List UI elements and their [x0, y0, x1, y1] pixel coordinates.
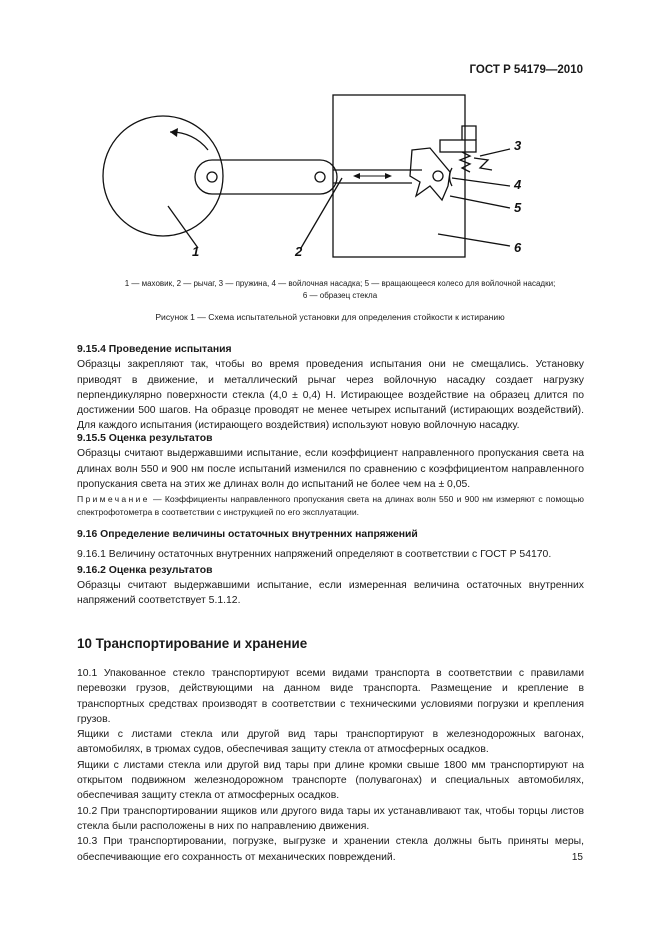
document-header: ГОСТ Р 54179—2010 — [469, 64, 583, 76]
callout-4: 4 — [514, 177, 522, 192]
test-setup-diagram — [0, 0, 661, 270]
paragraph-9-15-5: Образцы считают выдержавшими испытание, если коэффициент направленного пропускания света на длинах волн 550 и 900 нм после испытаний изменился по сравнению с коэффициентом направленного пропускания света на этих же длинах волн до испытаний не более чем на ± 0,05. — [77, 448, 584, 490]
flywheel — [103, 116, 223, 236]
section-9-15-4 — [77, 342, 584, 434]
figure-legend-line-1: 1 — маховик, 2 — рычаг, 3 — пружина, 4 — войлочная насадка; 5 — вращающееся колесо для войлочной насадки; — [124, 279, 556, 288]
note-text: — Коэффициенты направленного пропускания света на длинах волн 550 и 900 нм измеряют с помощью спектрофотометра в соответствии с инструкцией по его эксплуатации. — [77, 494, 584, 517]
paragraph-9-15-4: Образцы закрепляют так, чтобы во время проведения испытания они не смещались. Установку приводят в движение, и металлический рычаг через войлочную насадку создает нагрузку перпендикулярно поверхности стекла (4,0 ± 0,4) Н. Истирающее воздействие на образец длится по достижении 500 шагов. На образце проводят не менее четырех испытаний (истирающих воздействий). Для каждого испытания (истирающего воздействия) используют новую войлочную насадку. — [77, 359, 584, 432]
paragraph-10-3: 10.3 При транспортировании, погрузке, выгрузке и хранении стекла должны быть приняты меры, обеспечивающие его сохранность от механических повреждений. — [77, 836, 584, 863]
section-9-15-5 — [77, 431, 584, 492]
callout-2: 2 — [295, 244, 303, 259]
figure-legend-line-2: 6 — образец стекла — [302, 291, 378, 300]
callout-6: 6 — [514, 240, 522, 255]
paragraph-10-1-b: Ящики с листами стекла или другой вид тары транспортируют в железнодорожных вагонах, автомобилях, в трюмах судов, обеспечивая защиту стекла от атмосферных осадков. — [77, 729, 584, 756]
heading-9-15-4: 9.15.4 Проведение испытания — [77, 344, 232, 355]
spring-housing — [440, 140, 476, 152]
heading-9-15-5: 9.15.5 Оценка результатов — [77, 433, 213, 444]
callout-3: 3 — [514, 138, 522, 153]
note-9-15-5 — [77, 493, 584, 519]
paragraph-10-1-c: Ящики с листами стекла или другой вид тары при длине кромки свыше 1800 мм транспортируют на открытом подвижном железнодорожном транспорте (полувагонах) и специальных автомобилях, обеспечивая защиту стекла от атмосферных осадков. — [77, 759, 584, 802]
section-9-16 — [77, 527, 584, 608]
callout-1: 1 — [192, 244, 200, 259]
paragraph-10-2: 10.2 При транспортировании ящиков или другого вида тары их устанавливают так, чтобы торцы листов стекла были расположены в них по направлению движения. — [77, 805, 584, 832]
lever — [195, 160, 337, 194]
paragraph-9-16-1: 9.16.1 Величину остаточных внутренних напряжений определяют в соответствии с ГОСТ Р 54170. — [77, 549, 552, 561]
section-10 — [77, 666, 584, 865]
rotating-wheel — [433, 171, 443, 181]
heading-9-16-2: 9.16.2 Оценка результатов — [77, 564, 213, 576]
section-10-title: 10 Транспортирование и хранение — [77, 636, 308, 651]
page-number: 15 — [571, 852, 583, 863]
glass-sample — [333, 95, 465, 257]
paragraph-9-16-2: Образцы считают выдержавшими испытание, если измеренная величина остаточных внутренних напряжений соответствует 5.1.12. — [77, 579, 584, 607]
callout-5: 5 — [514, 200, 522, 215]
figure-caption: Рисунок 1 — Схема испытательной установки для определения стойкости к истиранию — [155, 312, 505, 322]
felt-tip — [410, 148, 450, 200]
paragraph-10-1: 10.1 Упакованное стекло транспортируют всеми видами транспорта в соответствии с правилами перевозки грузов, действующими на данном виде транспорта. Размещение и крепление в транспортных средствах производят в соответствии с техническими условиями погрузки и крепления грузов. — [77, 668, 584, 725]
note-label: Примечание — [77, 494, 150, 504]
heading-9-16: 9.16 Определение величины остаточных внутренних напряжений — [77, 529, 418, 540]
